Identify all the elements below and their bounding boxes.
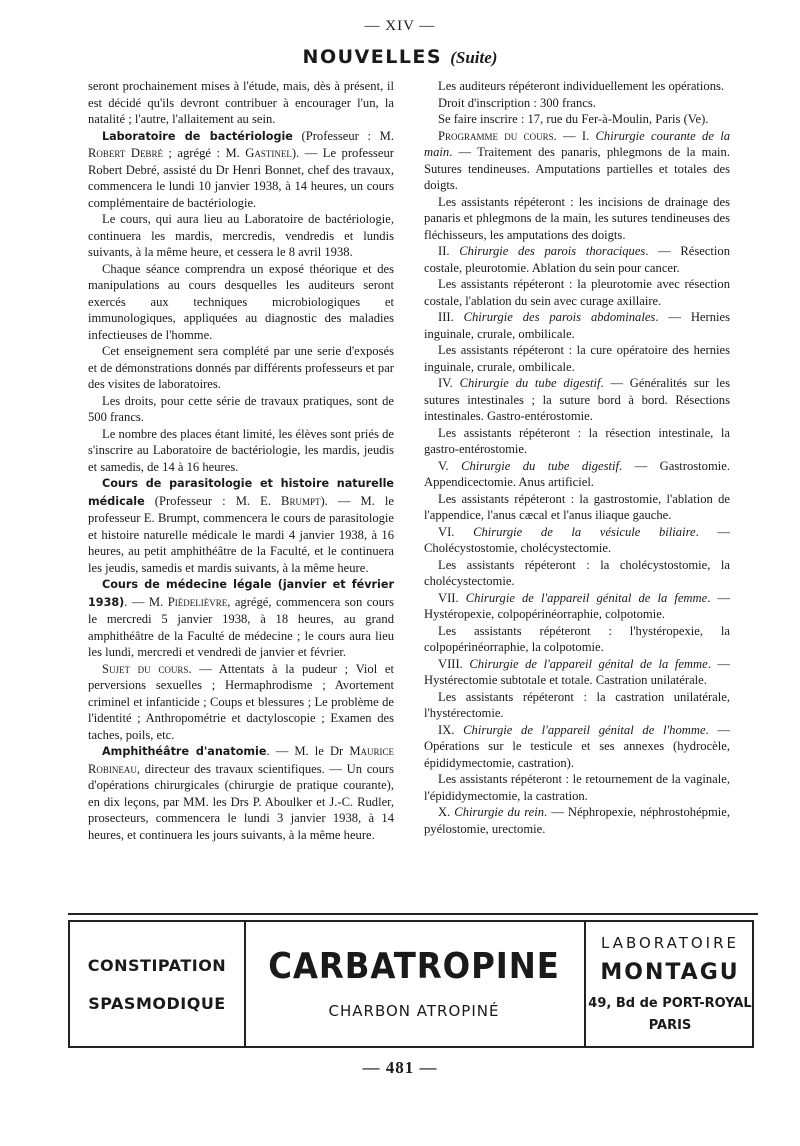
text: . — Généralités sur les sutures intestinales ; la suture bord à bord. Résections intestinales. Gastro-entérostomie. bbox=[424, 376, 731, 423]
text: . — Néphropexie, néphrostohépmie, pyélostomie, urectomie. bbox=[424, 805, 730, 836]
text: , agrégé, commencera son cours le mercredi 5 janvier 1938, à 18 heures, au grand amphithéâtre de la Faculté de médecine ; le cours aura lieu les lundi, mercredi et vendredi de janvier et février. bbox=[88, 594, 394, 659]
item-number: VII. bbox=[438, 590, 466, 605]
item-title: Chirurgie du rein bbox=[454, 805, 545, 819]
program-item bbox=[424, 309, 730, 342]
text: ). — Le professeur Robert Debré, assisté du Dr Henri Bonnet, chef des travaux, commencera le lundi 10 janvier 1938, à 14 heures, un cours complémentaire de bactériologie. bbox=[88, 146, 394, 210]
paragraph: Les assistants répéteront : le retournement de la vaginale, l'épididymectomie, la castration. bbox=[424, 772, 730, 803]
item-number: V. bbox=[438, 458, 462, 473]
paragraph-sujet bbox=[88, 661, 394, 744]
ad-indication-line2: SPASMODIQUE bbox=[88, 994, 226, 1013]
paragraph: Les assistants répéteront : l'hystéropexie, la colpopérinéorraphie, la colpotomie. bbox=[424, 623, 730, 654]
text: ). — M. le professeur E. Brumpt, commencera le cours de parasitologie et histoire naturelle médicale le mardi 4 janvier 1938, à 16 heures, au petit amphithéâtre de la Faculté, et le continuera les jeudis, samedis et mardis suivants, à la même heure. bbox=[88, 493, 394, 575]
ad-indication-line1: CONSTIPATION bbox=[87, 956, 227, 975]
paragraph: Chaque séance comprendra un exposé théorique et des manipulations au cours desquelles les auditeurs seront exercés aux techniques microbiologiques et immunologiques, appliquées au diagnostic des maladies infectieuses de l'homme. bbox=[88, 261, 394, 342]
paragraph: Les droits, pour cette série de travaux pratiques, sont de 500 francs. bbox=[88, 393, 394, 424]
program-item bbox=[424, 375, 730, 425]
paragraph: Le nombre des places étant limité, les élèves sont priés de s'inscrire au Laboratoire de bactériologie, les mardis, jeudis et samedis, de 14 à 16 heures. bbox=[88, 426, 394, 474]
item-title: Chirurgie de l'appareil génital de la femme bbox=[465, 590, 708, 605]
item-title: Chirurgie des parois thoraciques bbox=[459, 244, 646, 258]
ad-lab-name: MONTAGU bbox=[600, 960, 740, 985]
ad-left-panel bbox=[70, 922, 246, 1046]
paragraph: Les assistants répéteront : la castration unilatérale, l'hystérectomie. bbox=[424, 689, 730, 720]
paragraph: seront prochainement mises à l'étude, mais, dès à présent, il est décidé qu'ils devront contribuer à encourager l'un, la natalité ; l'autre, l'allaitement au sein. bbox=[88, 79, 394, 126]
paragraph-head: Laboratoire de bactériologie bbox=[102, 129, 293, 143]
item-title: Chirurgie du tube digestif bbox=[459, 376, 601, 390]
text: . — Traitement des panaris, phlegmons de la main. Sutures tendineuses. Amputations partielles et totales des doigts. bbox=[424, 145, 730, 192]
paragraph-head: Cours de médecine légale (janvier et février 1938) bbox=[88, 578, 394, 609]
person-name: Piédelièvre bbox=[167, 594, 228, 609]
ad-right-panel bbox=[584, 922, 754, 1046]
program-item bbox=[424, 458, 730, 491]
paragraph: Droit d'inscription : 300 francs. bbox=[438, 95, 596, 110]
item-title: Chirurgie des parois abdominales bbox=[463, 310, 656, 324]
advertisement-box bbox=[68, 920, 754, 1048]
paragraph-head: Sujet du cours bbox=[102, 661, 189, 676]
text: . — M. bbox=[124, 594, 168, 609]
item-title: Chirurgie du tube digestif bbox=[461, 458, 620, 473]
item-number: IV. bbox=[438, 376, 460, 390]
section-heading bbox=[0, 46, 800, 68]
paragraph: Les assistants répéteront : la gastrostomie, l'ablation de l'appendice, l'anus cæcal et l'anus iliaque gauche. bbox=[424, 491, 730, 522]
program-item bbox=[424, 590, 730, 623]
program-item bbox=[424, 243, 730, 276]
ad-lab-label: LABORATOIRE bbox=[601, 934, 739, 952]
paragraph-medecine-legale bbox=[88, 576, 394, 661]
paragraph-anatomie bbox=[88, 743, 394, 843]
item-title: Chirurgie de l'appareil génital de l'homme bbox=[463, 722, 706, 737]
left-column bbox=[88, 78, 394, 843]
text: . — Hernies inguinale, crurale, ombilicale. bbox=[424, 310, 730, 341]
heading-title: NOUVELLES bbox=[302, 46, 443, 68]
ad-subtitle: CHARBON ATROPINÉ bbox=[328, 1002, 500, 1020]
paragraph-head: Cours de parasitologie et histoire naturelle médicale bbox=[88, 477, 394, 508]
item-number: VI. bbox=[438, 524, 474, 539]
person-name: Maurice Robineau bbox=[88, 744, 395, 776]
program-item bbox=[424, 804, 730, 837]
paragraph-parasitologie bbox=[88, 475, 394, 576]
separator-rule bbox=[68, 913, 758, 915]
page-folio-roman: — XIV — bbox=[364, 18, 436, 34]
paragraph-head: Amphithéâtre d'anatomie bbox=[102, 745, 267, 758]
text: , directeur des travaux scientifiques. — Un cours d'opérations chirurgicales (chirurgie de pratique courante), en dix leçons, par MM. les Drs P. Aboulker et J.-C. Rudler, prosecteurs, commencera le lundi 3 janvier 1938, à 14 heures, et continuera les jours suivants, à la même heure. bbox=[88, 761, 394, 842]
person-name: Gastinel bbox=[245, 146, 292, 160]
item-number: VIII. bbox=[438, 656, 470, 671]
item-number: X. bbox=[438, 805, 455, 819]
paragraph: Les assistants répéteront : la résection intestinale, la gastro-entérostomie. bbox=[424, 425, 730, 456]
item-number: IX. bbox=[438, 722, 464, 737]
item-title: Chirurgie de la vésicule biliaire bbox=[473, 524, 696, 539]
text: . — Hystéropexie, colpopérinéorraphie, colpotomie. bbox=[424, 590, 731, 621]
text: . — Hystérectomie subtotale et totale. Castration unilatérale. bbox=[424, 656, 730, 687]
text: (Professeur : M. bbox=[144, 493, 261, 508]
paragraph: Les assistants répéteront : la cholécystostomie, la cholécystectomie. bbox=[424, 557, 730, 588]
page-number: — 481 — bbox=[362, 1058, 438, 1077]
paragraph: Les assistants répéteront : la cure opératoire des hernies inguinale, crurale, ombilicale. bbox=[424, 343, 730, 374]
paragraph-head: Programme du cours bbox=[438, 128, 554, 143]
text: (Professeur : M. bbox=[292, 128, 394, 143]
program-item bbox=[424, 722, 730, 772]
ad-center-panel bbox=[244, 922, 584, 1046]
ad-address: 49, Bd de PORT-ROYAL bbox=[588, 996, 752, 1011]
program-item bbox=[424, 128, 730, 194]
paragraph: Les assistants répéteront : les incisions de drainage des panaris et phlegmons de la main, les sutures tendineuses des fléchisseurs, les amputations des doigts. bbox=[424, 194, 730, 242]
paragraph: Le cours, qui aura lieu au Laboratoire de bactériologie, continuera les mardis, mercredis, vendredis et lundis suivants, à la même heure, et cessera le 8 avril 1938. bbox=[88, 212, 394, 259]
paragraph: Se faire inscrire : 17, rue du Fer-à-Moulin, Paris (Ve). bbox=[438, 112, 709, 126]
text: . — Opérations sur le testicule et ses annexes (hydrocèle, épididymectomie, castration). bbox=[424, 722, 731, 770]
text: . — Cholécystostomie, cholécystectomie. bbox=[424, 524, 730, 555]
ad-brand-name: CARBATROPINE bbox=[268, 946, 560, 987]
right-column bbox=[424, 78, 730, 837]
heading-suite: (Suite) bbox=[450, 48, 498, 67]
paragraph: Cet enseignement sera complété par une serie d'exposés et de démonstrations donnés par différents professeurs et par des visites de laboratoires. bbox=[88, 344, 394, 391]
program-item bbox=[424, 656, 730, 689]
person-name: E. Brumpt bbox=[260, 493, 321, 508]
text: . — Résection costale, pleurotomie. Ablation du sein pour cancer. bbox=[424, 244, 731, 275]
paragraph-bacteriologie bbox=[88, 128, 394, 212]
paragraph: Les assistants répéteront : la pleurotomie avec résection costale, l'ablation du sein avec curage axillaire. bbox=[424, 277, 730, 308]
program-item bbox=[424, 524, 730, 557]
text: . — Gastrostomie. Appendicectomie. Anus artificiel. bbox=[424, 458, 730, 489]
item-number: II. bbox=[438, 244, 460, 258]
text: . — M. le Dr bbox=[266, 744, 350, 758]
paragraph: Les auditeurs répéteront individuellement les opérations. bbox=[438, 79, 725, 93]
text: ; agrégé : M. bbox=[162, 146, 246, 160]
item-number: III. bbox=[438, 310, 464, 324]
item-title: Chirurgie de l'appareil génital de la femme bbox=[469, 656, 708, 671]
text: . — I. bbox=[553, 128, 596, 143]
text: . — Attentats à la pudeur ; Viol et perversions sexuelles ; Hermaphrodisme ; Avortement criminel et infanticide ; Coups et blessures ; Le problème de l'identité ; Anthropométrie et dactyloscopie ; Examen des taches, poils, etc. bbox=[88, 661, 394, 742]
item-title: Chirurgie courante de la main bbox=[424, 128, 730, 159]
ad-city: PARIS bbox=[648, 1018, 692, 1033]
person-name: Robert Debré bbox=[88, 146, 163, 160]
